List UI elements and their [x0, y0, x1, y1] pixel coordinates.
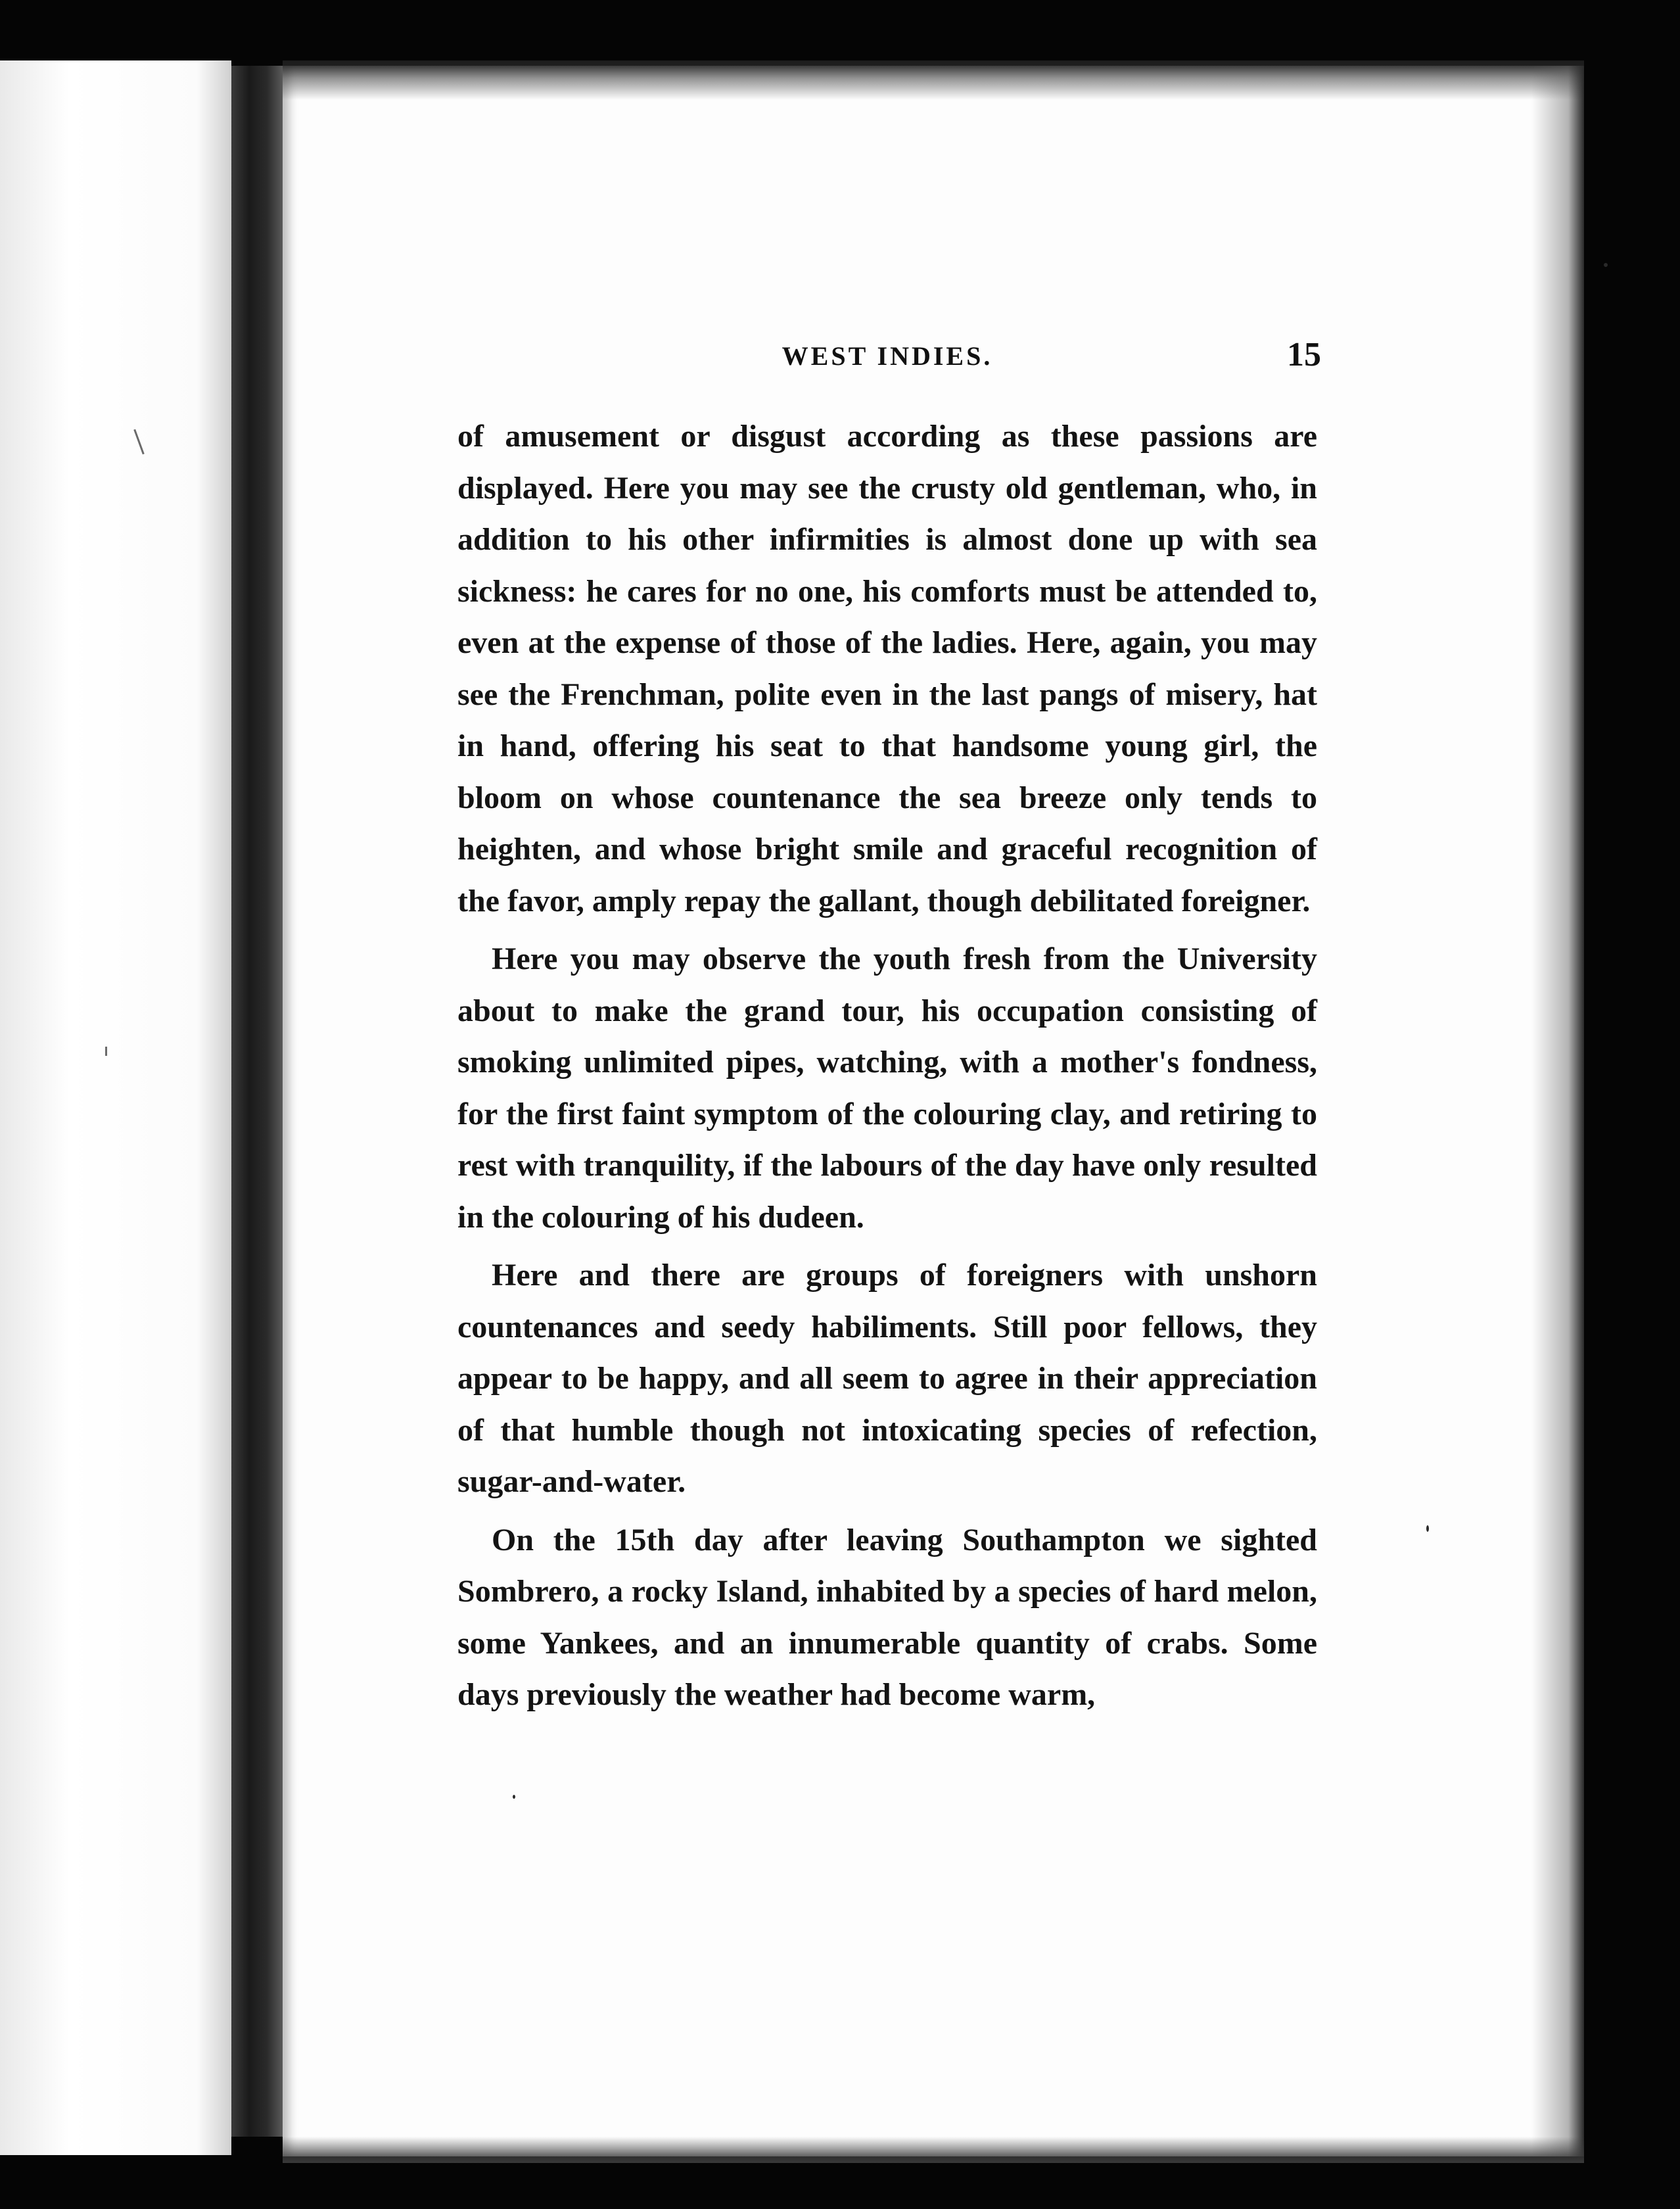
paragraph: Here you may observe the youth fresh from the University about to make the grand tour, his occupation consisting of smoking unlimited pipes, watching, with a mother's fondness, for the first faint symptom of the colouring clay, and retiring to rest with tranquility, if the labours of the day have only resulted in the colouring of his dudeen.: [457, 941, 1317, 1235]
page-right-edge-shadow: [1531, 66, 1584, 2156]
running-head: [454, 335, 1321, 381]
page-top-edge-shadow: [283, 60, 1584, 100]
book-gutter-shadow: [231, 66, 283, 2137]
paragraph: Here and there are groups of foreigners with unshorn countenances and seedy habiliments. Still poor fellows, they appear to be happy, and all seem to agree in their appreciation of that humble though not intoxicating species of refection, sugar-and-water.: [457, 1258, 1317, 1499]
page-speck: [105, 1047, 107, 1056]
page-speck: [133, 429, 144, 455]
page-number: 15: [1287, 336, 1321, 373]
facing-page-left: [0, 60, 231, 2155]
paragraph: of amusement or disgust according as these passions are displayed. Here you may see the crusty old gentleman, who, in addition to his other infirmities is almost done up with sea sickness: he cares for no one, his comforts must be attended to, even at the expense of those of the ladies. Here, again, you may see the Frenchman, polite even in the last pangs of misery, hat in hand, offering his seat to that handsome young girl, the bloom on whose countenance the sea breeze only tends to heighten, and whose bright smile and graceful recognition of the favor, amply repay the gallant, though debilitated foreigner.: [457, 419, 1317, 918]
scan-dust-speck: [1604, 263, 1608, 267]
scan-dust-speck: [513, 1795, 515, 1799]
paragraph: On the 15th day after leaving Southampton we sighted Sombrero, a rocky Island, inhabited by a species of hard melon, some Yankees, and an innumerable quantity of crabs. Some days previously the weather had become warm,: [457, 1522, 1317, 1712]
body-text: [457, 411, 1317, 1728]
scan-dust-speck: [1426, 1525, 1429, 1532]
page-bottom-edge-shadow: [283, 2137, 1584, 2163]
running-title: WEST INDIES.: [782, 341, 993, 371]
